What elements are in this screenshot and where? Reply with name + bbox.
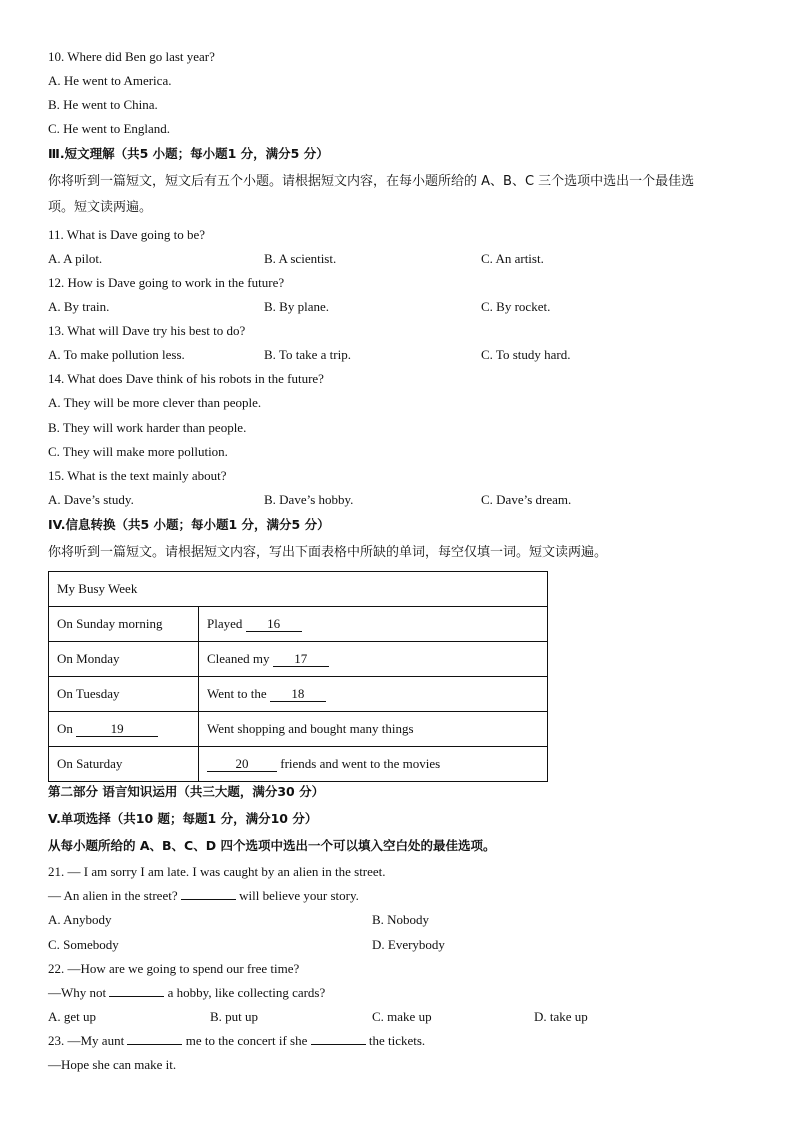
q10-option-b: B. He went to China. xyxy=(48,97,158,112)
activity-text: Went to the xyxy=(207,686,267,701)
q11-option-b: B. A scientist. xyxy=(264,251,337,266)
table-row xyxy=(49,642,548,677)
q23-line2: —Hope she can make it. xyxy=(48,1057,177,1072)
section3-heading: Ⅲ.短文理解（共5 小题；每小题1 分，满分5 分） xyxy=(48,146,329,161)
table-cell-day: On Sunday morning xyxy=(49,607,199,642)
q23-line1 xyxy=(48,1033,425,1049)
q12-question: 12. How is Dave going to work in the future? xyxy=(48,275,285,290)
q10-option-c: C. He went to England. xyxy=(48,121,171,136)
answer-blank-16[interactable]: 16 xyxy=(246,617,302,632)
table-cell-activity xyxy=(199,607,548,642)
table-row xyxy=(49,677,548,712)
q14-option-c: C. They will make more pollution. xyxy=(48,444,228,459)
q10-option-a: A. He went to America. xyxy=(48,73,172,88)
q21-option-d: D. Everybody xyxy=(372,937,445,952)
q23-answer-blank-2[interactable] xyxy=(311,1044,366,1045)
activity-text: Cleaned my xyxy=(207,651,270,666)
q11-question: 11. What is Dave going to be? xyxy=(48,227,206,242)
q15-question: 15. What is the text mainly about? xyxy=(48,468,227,483)
table-cell-activity xyxy=(199,747,548,782)
q22-answer-blank[interactable] xyxy=(109,996,164,997)
section5-heading: V.单项选择（共10 题；每题1 分，满分10 分） xyxy=(48,811,318,826)
q22-line1: 22. —How are we going to spend our free time? xyxy=(48,961,300,976)
table-cell-day xyxy=(49,712,199,747)
answer-blank-20[interactable]: 20 xyxy=(207,757,277,772)
section5-instruction: 从每小题所给的 A、B、C、D 四个选项中选出一个可以填入空白处的最佳选项。 xyxy=(48,838,496,853)
table-cell-activity xyxy=(199,677,548,712)
q15-option-c: C. Dave’s dream. xyxy=(481,492,572,507)
q22-line2-text: —Why not xyxy=(48,985,107,1000)
activity-text: Played xyxy=(207,616,243,631)
section3-instruction-line2: 项。短文读两遍。 xyxy=(48,200,153,215)
table-title: My Busy Week xyxy=(49,572,548,607)
table-cell-day: On Monday xyxy=(49,642,199,677)
section3-instruction-line1: 你将听到一篇短文，短文后有五个小题。请根据短文内容，在每小题所给的 A、B、C 三个选项中选出一个最佳选 xyxy=(48,174,695,189)
q13-option-a: A. To make pollution less. xyxy=(48,347,185,362)
answer-blank-19[interactable]: 19 xyxy=(76,722,158,737)
busy-week-table xyxy=(48,571,548,782)
q23-line1-text: 23. —My aunt xyxy=(48,1033,125,1048)
q12-option-c: C. By rocket. xyxy=(481,299,551,314)
q23-line1-text: me to the concert if she xyxy=(185,1033,308,1048)
table-title-row xyxy=(49,572,548,607)
q21-option-a: A. Anybody xyxy=(48,912,112,927)
q21-line2-text: — An alien in the street? xyxy=(48,888,178,903)
q22-option-d: D. take up xyxy=(534,1009,588,1024)
q14-option-a: A. They will be more clever than people. xyxy=(48,395,262,410)
q15-option-b: B. Dave’s hobby. xyxy=(264,492,354,507)
q21-line2 xyxy=(48,888,359,904)
q22-option-b: B. put up xyxy=(210,1009,259,1024)
q10-question: 10. Where did Ben go last year? xyxy=(48,49,215,64)
answer-blank-18[interactable]: 18 xyxy=(270,687,326,702)
q23-line1-text: the tickets. xyxy=(368,1033,426,1048)
q21-line2-text: will believe your story. xyxy=(239,888,359,903)
table-cell-activity xyxy=(199,642,548,677)
q22-option-a: A. get up xyxy=(48,1009,97,1024)
answer-blank-17[interactable]: 17 xyxy=(273,652,329,667)
q12-option-b: B. By plane. xyxy=(264,299,329,314)
table-row xyxy=(49,747,548,782)
table-cell-activity: Went shopping and bought many things xyxy=(199,712,548,747)
q15-option-a: A. Dave’s study. xyxy=(48,492,134,507)
q14-question: 14. What does Dave think of his robots in the future? xyxy=(48,371,324,386)
q21-option-c: C. Somebody xyxy=(48,937,119,952)
q21-line1: 21. — I am sorry I am late. I was caught by an alien in the street. xyxy=(48,864,386,879)
activity-text: friends and went to the movies xyxy=(280,756,441,771)
q21-option-b: B. Nobody xyxy=(372,912,430,927)
day-text: On xyxy=(57,721,73,736)
table-cell-day: On Tuesday xyxy=(49,677,199,712)
q22-line2 xyxy=(48,985,325,1001)
q14-option-b: B. They will work harder than people. xyxy=(48,420,247,435)
section4-heading: IV.信息转换（共5 小题；每小题1 分，满分5 分） xyxy=(48,517,330,532)
q22-option-c: C. make up xyxy=(372,1009,432,1024)
q21-answer-blank[interactable] xyxy=(181,899,236,900)
part2-heading: 第二部分 语言知识运用（共三大题，满分30 分） xyxy=(48,784,325,799)
section4-instruction: 你将听到一篇短文。请根据短文内容，写出下面表格中所缺的单词，每空仅填一词。短文读两遍。 xyxy=(48,545,608,560)
q13-option-c: C. To study hard. xyxy=(481,347,571,362)
q12-option-a: A. By train. xyxy=(48,299,110,314)
q22-line2-text: a hobby, like collecting cards? xyxy=(167,985,326,1000)
table-row xyxy=(49,607,548,642)
table-row xyxy=(49,712,548,747)
q23-answer-blank-1[interactable] xyxy=(127,1044,182,1045)
table-cell-day: On Saturday xyxy=(49,747,199,782)
q11-option-a: A. A pilot. xyxy=(48,251,103,266)
q11-option-c: C. An artist. xyxy=(481,251,544,266)
q13-option-b: B. To take a trip. xyxy=(264,347,351,362)
q13-question: 13. What will Dave try his best to do? xyxy=(48,323,246,338)
